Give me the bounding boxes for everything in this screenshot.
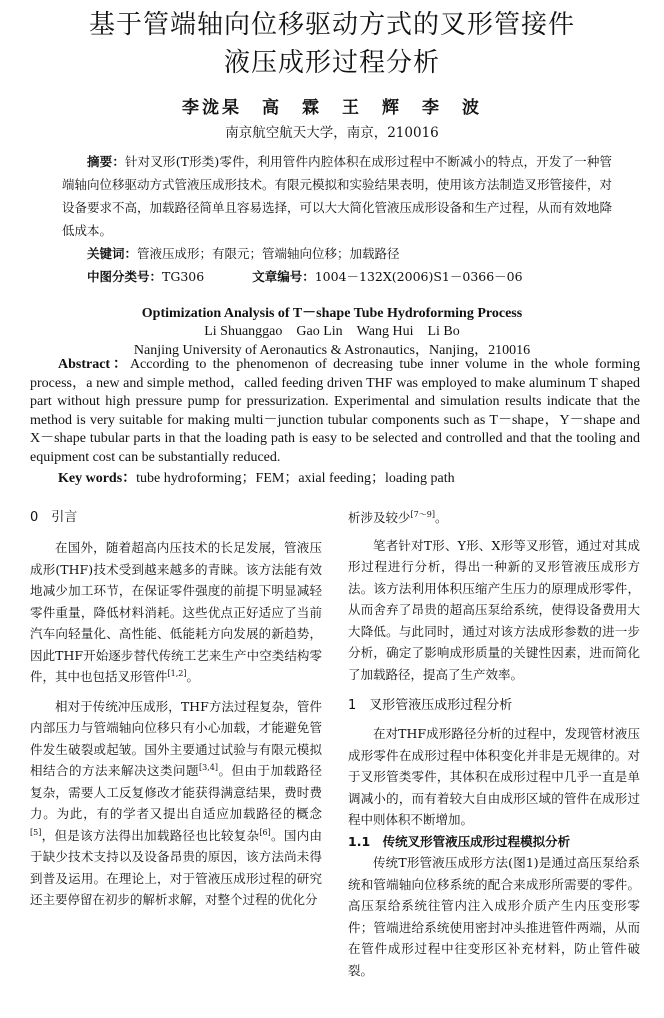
english-authors: Li Shuanggao Gao Lin Wang Hui Li Bo xyxy=(204,324,460,339)
keywords-en-values: tube hydroforming；FEM；axial feeding；loading path xyxy=(136,471,455,486)
title-line-1: 基于管端轴向位移驱动方式的叉形管接件 xyxy=(88,10,575,40)
clc-label: 中图分类号： xyxy=(87,269,163,284)
section-1-heading: 1 叉形管液压成形过程分析 xyxy=(348,698,513,713)
citation-5: [5] xyxy=(30,827,42,837)
paragraph-intro-3: 笔者针对T形、Y形、X形等叉形管，通过对其成形过程进行分析，得出一种新的叉形管液压成形方法。该方法利用体积压缩产生压力的原理成形零件，从而舍弃了昂贵的超高压泵给系统，使得设备费用大大降低。与此同时，通过对该方法成形参数的进一步分析，确定了影响成形质量的关键性因素，进而简化了加载路径，提高了生产效率。 xyxy=(348,537,640,682)
citation-1-2: [1,2] xyxy=(167,668,187,678)
abstract-cn-text xyxy=(62,150,612,242)
clc-value: TG306 xyxy=(162,269,205,284)
section-1-1-heading: 1.1 传统叉形管液压成形过程模拟分析 xyxy=(348,833,571,849)
keywords-cn xyxy=(62,242,612,265)
body-column-left xyxy=(30,507,322,911)
paragraph-sec1-1-1: 传统T形管液压成形方法(图1)是通过高压泵给系统和管端轴向位移系统的配合来成形所需要的零件。高压泵给系统往管内注入成形介质产生内压变形零件；管端进给系统使用密封冲头推进管件两端，从而在管件成形过程中往变形区补充材料，防止管件破裂。 xyxy=(348,855,640,978)
body-column-right xyxy=(348,507,640,981)
article-no-value: 1004－132X(2006)S1－0366－06 xyxy=(314,269,523,284)
abstract-en-body: According to the phenomenon of decreasing tube inner volume in the whole forming process，a new and simple method，called feeding driven THF was employed to make aluminum T shaped part without high pressure pump for pressurization. Experimental and simulation results indicate that the method is very suitable for making multi－junction tubular components such as T－shape，Y－shape and X－shape tubular parts in that the loading path is easy to be selected and controlled and that the tooling and equipment cost can be substantially reduced. xyxy=(30,357,640,465)
affiliation: 南京航空航天大学，南京，210016 xyxy=(225,125,439,141)
paragraph-intro-2-cont-text: 析涉及较少 xyxy=(348,510,411,525)
abstract-cn-body: 针对叉形(T形类)零件，利用管件内腔体积在成形过程中不断减小的特点，开发了一种管端轴向位移驱动方式管液压成形技术。有限元模拟和实验结果表明，使用该方法制造叉形管接件，对设备要求不高，加载路径简单且容易选择，可以大大简化管液压成形设备和生产过程，从而有效地降低成本。 xyxy=(62,154,613,238)
abstract-cn-label: 摘要： xyxy=(87,154,126,169)
paragraph-intro-1 xyxy=(30,537,322,688)
keywords-en xyxy=(58,467,638,487)
citation-6: [6] xyxy=(259,827,271,837)
section-0-heading: 0 引言 xyxy=(30,510,78,525)
paragraph-sec1-1: 在对THF成形路径分析的过程中，发现管材液压成形零件在成形过程中体积变化并非是无规律的。对于叉形管类零件，其体积在成形过程中几乎一直是单调减小的，而有着较大自由成形区域的管件在成形过程中则体积不断增加。 xyxy=(348,726,640,827)
keywords-en-label: Key words： xyxy=(58,471,137,486)
citation-7-9: [7～9] xyxy=(410,509,435,519)
keywords-cn-values: 管液压成形；有限元；管端轴向位移；加载路径 xyxy=(137,246,400,261)
abstract-en-label: Abstract： xyxy=(58,357,130,372)
title-line-2: 液压成形过程分析 xyxy=(223,48,440,78)
english-title: Optimization Analysis of T－shape Tube Hydroforming Process xyxy=(141,306,523,321)
english-affiliation: Nanjing University of Aeronautics & Astronautics，Nanjing，210016 xyxy=(133,343,531,358)
paragraph-intro-2-c: ，但是该方法得出加载路径也比较复杂 xyxy=(41,827,260,843)
paper-title xyxy=(0,6,664,82)
abstract-en-text xyxy=(30,356,640,467)
article-no-label: 文章编号： xyxy=(252,269,315,284)
paragraph-intro-2-a: 相对于传统冲压成形，THF方法过程复杂，管件内部压力与管端轴向位移只有小心加载，才能避免管件发生破裂或起皱。国外主要通过试验与有限元模拟相结合的方法来解决这类问题 xyxy=(30,698,322,778)
paragraph-intro-2-d: 。国内由于缺少技术支持以及设备昂贵的原因，该方法尚未得到普及运用。在理论上，对于管液压成形过程的研究还主要停留在初步的解析求解，对整个过程的优化分 xyxy=(30,827,322,907)
classification-row xyxy=(62,265,612,288)
authors: 李泷杲 高 霖 王 辉 李 波 xyxy=(182,98,482,118)
paragraph-intro-2-cont-end: 。 xyxy=(434,510,448,525)
paragraph-intro-2 xyxy=(30,696,322,911)
citation-3-4: [3,4] xyxy=(199,762,218,772)
paragraph-intro-1-text: 在国外，随着超高内压技术的长足发展，管液压成形(THF)技术受到越来越多的青睐。该方法能有效地减少加工环节，在保证零件强度的前提下明显减轻零件重量，降低材料消耗。这些优点正好适应了当前汽车向轻量化、高性能、低能耗方向发展的新趋势，因此THF开始逐步替代传统工艺来生产中空类结构零件，其中也包括叉形管件 xyxy=(30,540,322,684)
paragraph-intro-2-cont xyxy=(348,507,640,529)
paragraph-intro-1-end: 。 xyxy=(186,669,199,684)
abstract-cn xyxy=(62,150,612,288)
abstract-en xyxy=(30,356,640,467)
keywords-cn-label: 关键词： xyxy=(87,246,138,261)
paragraph-intro-2-b: 。但由于加载路径复杂，需要人工反复修改才能获得满意结果，费时费力。为此，有的学者又提出自适应加载路径的概念 xyxy=(30,763,322,821)
